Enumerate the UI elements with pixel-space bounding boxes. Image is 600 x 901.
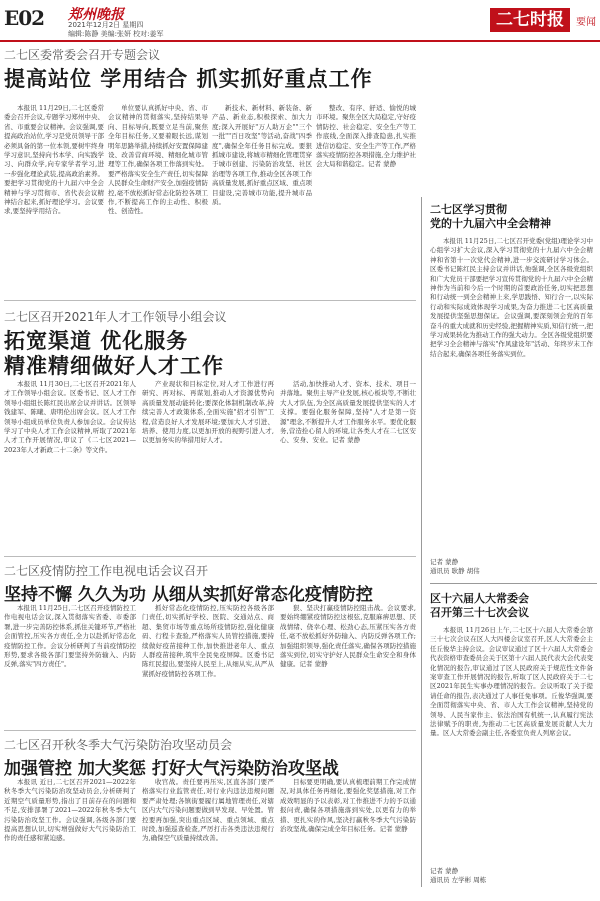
article-1-col-1: 本报讯 11月29日,二七区委常委会召开会议,专题学习郑州中央、省、市重要会议精神。会议强调,要提高政治站位,学习是党员领导干部必须具备的第一位本领,要树牢终身学习意识,坚持向书本学、向实践学习、向群众学,向专家学者学习,进一步强化理论武装,提高政治素养。要把学习贯彻党的十九届六中全会精神与学习贯彻市、省代表会议精神结合起来,抓好理论学习。会议要求,要坚持学用结合。: [4, 104, 104, 216]
article-3-headline: 坚持不懈 久久为功 从细从实抓好常态化疫情防控: [4, 585, 373, 605]
divider-2: [4, 556, 416, 557]
article-4-col-3: 目标要更明确,要认真梳理前期工作完成情况,对具体任务再细化,要强化奖惩措施,对工作成效明显的予以表彰,对工作推进不力的予以通报问责,确保各项措施落到实处,以更有力的举措、更扎实的作风,坚决打赢秋冬季大气污染防治攻坚战,确保完成全年目标任务。记者 蒙静: [280, 778, 416, 834]
dateline: [68, 21, 164, 39]
article-3-kicker: 二七区疫情防控工作电视电话会议召开: [4, 564, 209, 578]
issue-date: 2021年12月2日 星期四: [68, 21, 144, 29]
sidebar-story-2-title-2: 召开第三十七次会议: [430, 606, 529, 619]
article-1-headline: 提高站位 学用结合 抓实抓好重点工作: [4, 67, 373, 91]
section-name: 二七时报: [490, 8, 570, 32]
page-number: E02: [4, 6, 45, 30]
article-4-col-2: 收官战。责任要再压实,区直各部门要严格落实行业监管责任,对行业内违法违规问题要严肃处理;各镇街要履行属地管理责任,对辖区内大气污染问题要做到早发现、早处置。管控要再加强,突出重点区域、重点领域、重点时段,加强巡查检查,严厉打击各类违法违规行为,确保空气质量持续改善。: [142, 778, 274, 843]
masthead-rule: [0, 40, 600, 42]
article-3-col-1: 本报讯 11月25日,二七区召开疫情防控工作电视电话会议,深入贯彻落实省委、市委部署,进一步完善防控体系,抓住关键环节,严格社会面管控,压实各方责任,全力以赴抓好常态化疫情防控工作。会议分析研判了当前疫情防控形势,要求各级各部门要坚持外防输入、内防反弹,落实"四方责任"。: [4, 604, 136, 669]
sidebar-story-2-body: 本报讯 11月26日上午,二七区十六届人大常委会第三十七次会议在区人大四楼会议室召开,区人大常委会主任丘俊华主持会议。会议审议通过了区十六届人大常委会代表资格审查委员会关于区第十六届人民代表大会代表变化情况的报告,审议通过了区人民政府关于规范性文件备案审查工作开展情况的报告,听取了区人民政府关于二七区2021年民生实事办理情况的报告。会议听取了关于提请任命的报告,表决通过了人事任免事项。丘俊华强调,要全面贯彻落实中央、省、市人大工作会议精神,坚持党的领导、人民当家作主、依法治国有机统一,认真履行宪法法律赋予的职责,为推动二七区高质量发展贡献人大力量。区人大常委会副主任,各委室负责人列席会议。: [430, 626, 593, 738]
article-1-col-4: 整改、有序、舒适、愉悦的城市环境。聚焦全区大局稳定,守好疫情防控、社会稳定、安全生产等工作底线,全面深入排查隐患,扎实推进信访稳定、安全生产等工作,严格落实疫情防控各项措施,全力维护社会大局和谐稳定。记者 蒙静: [316, 104, 416, 169]
sidebar-story-1-title-2: 党的十九届六中全会精神: [430, 217, 551, 230]
article-3-col-3: 狠、坚决打赢疫情防控阻击战。会议要求,要始终绷紧疫情防控这根弦,克服麻痹思想、厌战情绪、侥幸心理、松劲心态,压紧压实各方责任,毫不放松抓好外防输入、内防反弹各项工作;加强组织领导,强化责任落实,确保各项防控措施落实到位,切实守护好人民群众生命安全和身体健康。记者 蒙静: [280, 604, 416, 669]
editor-credits: 编辑:陈静 美编:张妍 校对:姜军: [68, 30, 164, 38]
article-1-kicker: 二七区委常委会召开专题会议: [4, 48, 161, 62]
section-subtitle: 要闻: [576, 16, 596, 28]
article-3-col-2: 抓好常态化疫情防控,压实防控各级各部门责任,切实抓好学校、医院、交通站点、商超、集贸市场等重点场所疫情防控,强化健康码、行程卡查验,严格落实人员管控措施,要持续做好疫苗接种工作,加快推进老年人、重点人群疫苗接种,筑牢全民免疫屏障。区委书记陈红民提出,要坚持人民至上,从细从实,从严从紧抓好疫情防控各项工作。: [142, 604, 274, 678]
article-1-col-2: 单位要认真抓好中央、省、市会议精神的贯彻落实,坚持结果导向、目标导向,既要立足当前,聚焦全年目标任务,又要着眼长远,谋划明年思路举措,持续抓好安置保障建设、改善营商环境、精细化城市管理等工作,确保各项工作落到实处。要严格落实安全生产责任,切实保障人民群众生命财产安全,加强疫情防控,毫不放松抓好常态化防控各项工作,不断提高工作的主动性、积极性、创造性。: [108, 104, 208, 216]
sidebar-story-2: [422, 584, 597, 884]
article-2-col-2: 产业现状和目标定位,对人才工作进行再研究、再对标、再谋划,推动人才资源优势向高质量发展动能转化;要深化体制机制改革,持续完善人才政策体系,全面实施"招才引智"工程,营造良好人才发展环境;要加大人才引进、培养、使用力度,以更加开放的视野引进人才,以更加务实的举措用好人才。: [142, 380, 274, 445]
paper-logo: 郑州晚报: [68, 7, 124, 23]
sidebar-story-2-title-1: 区十六届人大常委会: [430, 592, 529, 605]
sidebar-story-2-byline-2: 通讯员 左学彬 周栋: [430, 876, 487, 884]
article-4-headline: 加强管控 加大奖惩 打好大气污染防治攻坚战: [4, 759, 339, 779]
sidebar: [421, 197, 597, 887]
masthead: [0, 0, 600, 40]
sidebar-story-1-title-1: 二七区学习贯彻: [430, 203, 507, 216]
article-1: [4, 44, 596, 92]
article-3: [4, 562, 416, 608]
divider-3: [4, 730, 416, 731]
sidebar-story-1-body: 本报讯 11月25日,二七区召开党委(党组)理论学习中心组学习扩大会议,深入学习贯彻党的十九届六中全会精神和省第十一次党代会精神,进一步交流研讨学习体会。区委书记陈红民主持会议并讲话,他强调,全区各级党组织和广大党员干部要把学习宣传贯彻党的十九届六中全会精神作为当前和今后一个时期的首要政治任务,切实把思想和行动统一到全会精神上来,学思践悟、知行合一,以实际行动和实际成效体现学习成果,为奋力推进二七区高质量发展提供坚强思想保证。会议强调,要深刻领会党的百年奋斗的重大成就和历史经验,把握精神实质,知信行统一,把学习成果转化为推动工作的强大动力。全区各级党组织要把学习全会精神与落实"作风建设年"活动、年终岁末工作结合起来,确保各项任务落实到位。: [430, 237, 593, 358]
article-2: [4, 308, 416, 379]
article-4-col-1: 本报讯 近日,二七区召开2021—2022年秋冬季大气污染防治攻坚动员会,分析研判了近期空气质量形势,指出了目前存在的问题和不足,安排部署了2021—2022年秋冬季大气污染防治攻坚工作。会议强调,各级各部门要提高思想认识,切实增强做好大气污染防治工作的责任感和紧迫感。: [4, 778, 136, 843]
article-2-col-1: 本报讯 11月30日,二七区召开2021年人才工作领导小组会议。区委书记、区人才工作领导小组组长陈红民出席会议并讲话。区领导钱建军、陈曦、唐明伦出席会议。区人才工作领导小组成员单位负责人参加会议。会议传达学习了中央人才工作会议精神,听取了2021年人才工作开展情况,审议了《二七区2021—2023年人才新政二十二条》等文件。: [4, 380, 136, 454]
article-4-kicker: 二七区召开秋冬季大气污染防治攻坚动员会: [4, 738, 233, 752]
section-brand: [490, 8, 596, 32]
sidebar-story-1-byline-1: 记者 蒙静: [430, 558, 459, 566]
article-2-headline-2: 精准精细做好人才工作: [4, 354, 224, 378]
sidebar-story-1-byline-2: 通讯员 耿静 胡伟: [430, 567, 480, 575]
article-4: [4, 736, 416, 782]
article-2-kicker: 二七区召开2021年人才工作领导小组会议: [4, 310, 227, 324]
divider-1: [4, 300, 416, 301]
sidebar-story-2-byline-1: 记者 蒙静: [430, 867, 459, 875]
article-2-headline-1: 拓宽渠道 优化服务: [4, 329, 189, 353]
article-2-col-3: 活动,加快推动人才、资本、技术、项目一并落地。聚焦主导产业发展,核心板块等,不断壮大人才队伍,为全区高质量发展提供坚实的人才支撑。要强化服务保障,坚持"人才是第一资源"理念,不断提升人才工作服务水平。要优化服务,营造拴心留人的环境,让各类人才在二七区安心、安身、安业。记者 蒙静: [280, 380, 416, 445]
sidebar-story-1: [422, 197, 597, 575]
article-1-col-3: 新技术、新材料、新装备、新产品、新业态,积极探索、加大力度;深入开展好"万人助万企""三个一批""百日攻坚"等活动,奋战"四季度",确保全年任务目标完成。要狠抓城市建设,将城市精细化管理贯穿于城市创建、污染防治攻坚、社区治理等各项工作,推动全区各项工作高质量发展,抓好重点区域、重点项目建设,完善城市功能,提升城市品质。: [212, 104, 312, 207]
